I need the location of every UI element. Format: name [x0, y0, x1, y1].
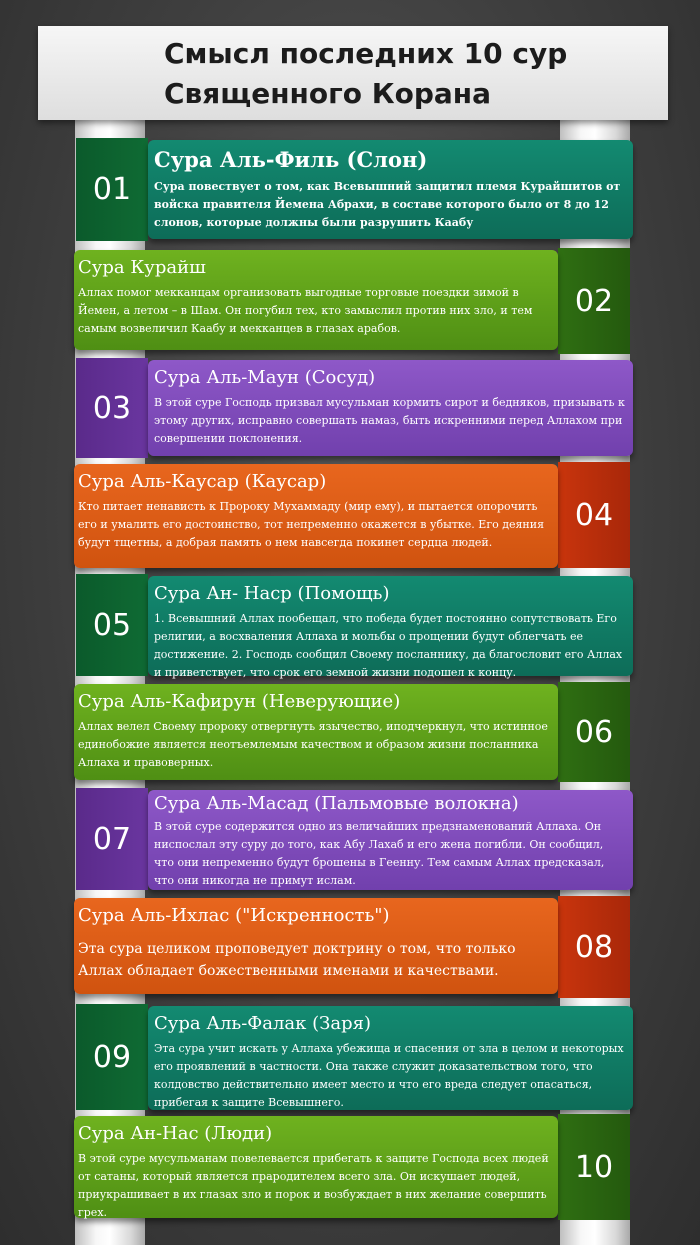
sura-number-box — [76, 358, 148, 458]
sura-band — [74, 898, 558, 994]
sura-row-03 — [0, 358, 700, 458]
sura-row-04 — [0, 462, 700, 568]
sura-number-box — [76, 788, 148, 890]
sura-band — [148, 360, 633, 456]
sura-number: 10 — [574, 1149, 614, 1185]
sura-number-box — [558, 1114, 630, 1220]
sura-number: 09 — [92, 1039, 132, 1075]
sura-number: 01 — [92, 172, 132, 207]
sura-band — [148, 1006, 633, 1110]
sura-band — [74, 464, 558, 568]
sura-title: Сура Аль-Каусар (Каусар) — [78, 471, 327, 492]
sura-description: В этой суре мусульманам повелевается прибегать к защите Господа всех людей от сатаны, который является прародителем всего зла. Он искушает людей, приукрашивает в их глазах зло и порок и возбуждает в них желание совершить грех. — [78, 1152, 549, 1219]
sura-description: Эта сура учит искать у Аллаха убежища и спасения от зла в целом и некоторых его проявлений в частности. Она также служит доказательством того, что колдовство действительно имеет место и что его вреда следует опасаться, прибегая к защите Всевышнего. — [154, 1042, 624, 1109]
sura-band — [74, 250, 558, 350]
sura-description: Аллах помог мекканцам организовать выгодные торговые поездки зимой в Йемен, а летом – в Шам. Он погубил тех, кто замыслил против них зло, и тем самым возвеличил Каабу и мекканцев в глазах арабов. — [78, 286, 533, 335]
sura-row-01 — [0, 138, 700, 241]
sura-title: Сура Курайш — [78, 257, 206, 278]
sura-number-box — [558, 682, 630, 782]
sura-description: Аллах велел Своему пророку отвергнуть язычество, иподчеркнул, что истинное единобожие является неотъемлемым качеством и образом жизни посланника Аллаха и правоверных. — [78, 720, 548, 769]
sura-description: Эта сура целиком проповедует доктрину о том, что только Аллах обладает божественными именами и качествами. — [78, 941, 516, 979]
sura-row-08 — [0, 896, 700, 998]
sura-description: 1. Всевышний Аллах пообещал, что победа будет постоянно сопутствовать Его религии, а восхваления Аллаха и мольбы о прощении будут облегчать ее достижение. 2. Господь сообщил Своему посланнику, да благословит его Аллах и приветствует, что срок его земной жизни подошел к концу. — [154, 612, 623, 679]
sura-number: 07 — [92, 821, 132, 857]
sura-description: В этой суре содержится одно из величайших предзнаменований Аллаха. Он ниспослал эту суру до того, как Абу Лахаб и его жена погибли. Он сообщил, что они непременно будут брошены в Геенну. Тем самым Аллах предсказал, что они никогда не примут ислам. — [154, 820, 605, 887]
sura-number-box — [558, 462, 630, 568]
sura-number: 02 — [574, 283, 614, 319]
sura-number-box — [76, 138, 148, 241]
sura-number-box — [76, 1004, 148, 1110]
sura-description: В этой суре Господь призвал мусульман кормить сирот и бедняков, призывать к этому других, исправно совершать намаз, быть искренними перед Аллахом при совершении поклонения. — [154, 396, 625, 445]
sura-title: Сура Ан- Наср (Помощь) — [154, 583, 390, 604]
sura-number: 08 — [574, 929, 614, 965]
page-title-line-2: Священного Корана — [164, 77, 492, 110]
page-title-line-1: Смысл последних 10 сур — [164, 37, 568, 70]
sura-number: 05 — [92, 607, 132, 643]
sura-row-02 — [0, 248, 700, 354]
sura-description: Кто питает ненависть к Пророку Мухаммаду (мир ему), и пытается опорочить его и умалить его достоинство, тот непременно окажется в убытке. Его деяния будут тщетны, а добрая память о нем навсегда покинет сердца людей. — [78, 500, 545, 549]
sura-row-07 — [0, 788, 700, 890]
sura-number-box — [558, 896, 630, 998]
page-title-banner — [38, 26, 668, 120]
sura-number-box — [76, 574, 148, 676]
sura-title: Сура Аль-Филь (Слон) — [154, 147, 428, 172]
sura-title: Сура Аль-Кафирун (Неверующие) — [78, 691, 401, 712]
sura-description: Сура повествует о том, как Всевышний защитил племя Курайшитов от войска правителя Йемена Абрахи, в составе которого было от 8 до 12 слонов, которые должны были разрушить Каабу — [154, 180, 621, 229]
sura-band — [148, 790, 633, 890]
sura-title: Сура Аль-Ихлас ("Искренность") — [78, 905, 390, 926]
sura-number: 03 — [92, 390, 132, 426]
sura-title: Сура Аль-Масад (Пальмовые волокна) — [154, 793, 519, 814]
sura-row-10 — [0, 1114, 700, 1220]
sura-title: Сура Аль-Фалак (Заря) — [154, 1013, 371, 1034]
sura-title: Сура Аль-Маун (Сосуд) — [154, 367, 376, 388]
sura-row-09 — [0, 1004, 700, 1110]
sura-number-box — [558, 248, 630, 354]
sura-row-06 — [0, 682, 700, 782]
sura-row-05 — [0, 574, 700, 679]
sura-title: Сура Ан-Нас (Люди) — [78, 1123, 273, 1144]
sura-band — [148, 576, 633, 679]
sura-band — [148, 140, 633, 239]
sura-band — [74, 1116, 558, 1218]
sura-band — [74, 684, 558, 780]
sura-number: 04 — [574, 497, 614, 533]
sura-number: 06 — [574, 714, 614, 750]
